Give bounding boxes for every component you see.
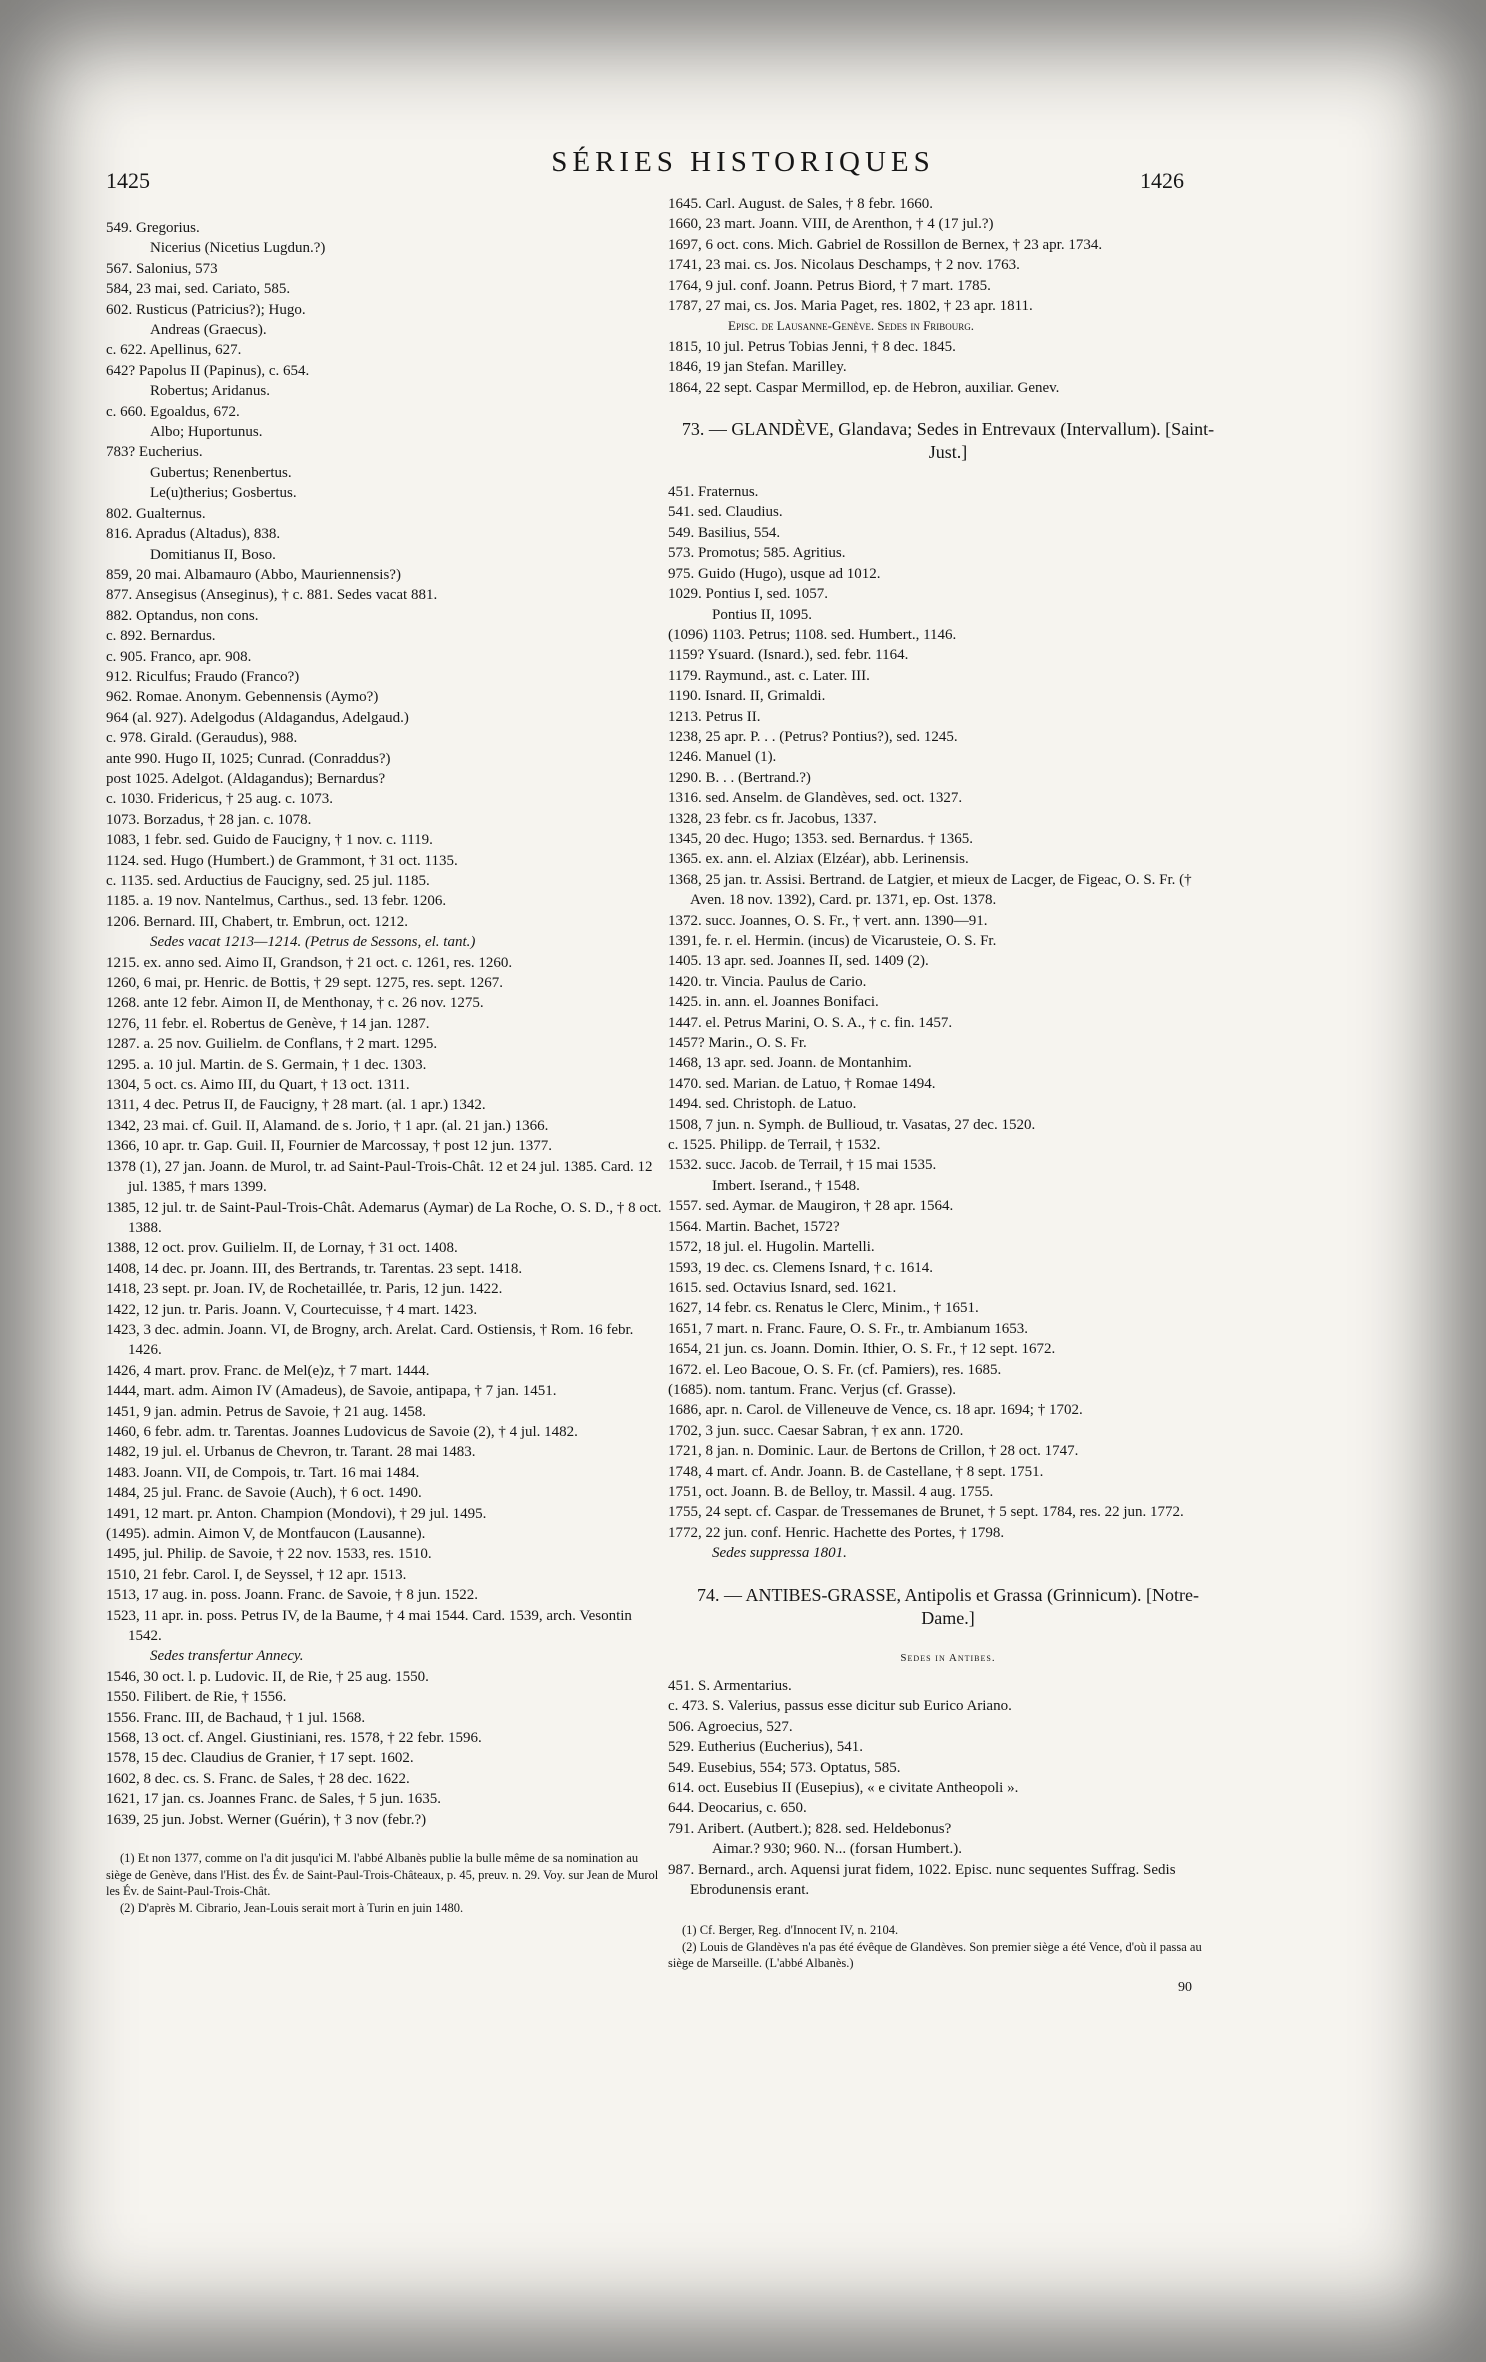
entry: 1290. B. . . (Bertrand.?)	[668, 769, 811, 786]
entry: 1523, 11 apr. in. poss. Petrus IV, de la Baume, † 4 mai 1544. Card. 1539, arch. Vesontin 1542.	[106, 1607, 632, 1645]
entry: 1483. Joann. VII, de Compois, tr. Tart. 16 mai 1484.	[106, 1464, 420, 1481]
entry: 1304, 5 oct. cs. Aimo III, du Quart, † 13 oct. 1311.	[106, 1077, 410, 1094]
entry: 975. Guido (Hugo), usque ad 1012.	[668, 565, 881, 582]
footnote: (1) Cf. Berger, Reg. d'Innocent IV, n. 2104.	[682, 1923, 899, 1938]
entry: 1513, 17 aug. in. poss. Joann. Franc. de Savoie, † 8 jun. 1522.	[106, 1587, 479, 1604]
entry: 602. Rusticus (Patricius?); Hugo.	[106, 301, 306, 318]
entry: 802. Gualternus.	[106, 505, 206, 522]
entry: 1426, 4 mart. prov. Franc. de Mel(e)z, † 7 mart. 1444.	[106, 1362, 430, 1379]
entry: 1316. sed. Anselm. de Glandèves, sed. oct. 1327.	[668, 790, 963, 807]
entry: 1755, 24 sept. cf. Caspar. de Tressemanes de Brunet, † 5 sept. 1784, res. 22 jun. 1772.	[668, 1504, 1184, 1521]
entry: 1482, 19 jul. el. Urbanus de Chevron, tr. Tarant. 28 mai 1483.	[106, 1444, 476, 1461]
entry: 1564. Martin. Bachet, 1572?	[668, 1218, 840, 1235]
footnotes-right	[668, 1922, 1228, 1972]
entry: 1494. sed. Christoph. de Latuo.	[668, 1096, 857, 1113]
entry: 1215. ex. anno sed. Aimo II, Grandson, † 21 oct. c. 1261, res. 1260.	[106, 954, 513, 971]
entry: (1685). nom. tantum. Franc. Verjus (cf. Grasse).	[668, 1381, 956, 1398]
entry: 783? Eucherius.	[106, 444, 203, 461]
footnote: (2) Louis de Glandèves n'a pas été évêque de Glandèves. Son premier siège a été Vence, d'où il passa au siège de Marseille. (L'abbé Albanès.)	[668, 1939, 1202, 1971]
entry: 1593, 19 dec. cs. Clemens Isnard, † c. 1614.	[668, 1259, 933, 1276]
entry: 1311, 4 dec. Petrus II, de Faucigny, † 28 mart. (al. 1 apr.) 1342.	[106, 1097, 486, 1114]
entry: 1190. Isnard. II, Grimaldi.	[668, 688, 826, 705]
entry: 1741, 23 mai. cs. Jos. Nicolaus Deschamps, † 2 nov. 1763.	[668, 257, 1020, 274]
entry: 1470. sed. Marian. de Latuo, † Romae 1494.	[668, 1075, 936, 1092]
entry: Imbert. Iserand., † 1548.	[712, 1177, 860, 1194]
entry-subheading: Episc. de Lausanne-Genève. Sedes in Fribourg.	[728, 318, 975, 334]
entry: 451. Fraternus.	[668, 484, 759, 501]
entry: 1418, 23 sept. pr. Joan. IV, de Rochetaillée, tr. Paris, 12 jun. 1422.	[106, 1281, 503, 1298]
section-heading-74: 74. — ANTIBES-GRASSE, Antipolis et Grassa (Grinnicum). [Notre-Dame.]	[697, 1584, 1199, 1628]
signature-mark: 90	[1178, 1979, 1192, 1995]
entry: 912. Riculfus; Fraudo (Franco?)	[106, 668, 300, 685]
entry: 549. Gregorius.	[106, 220, 200, 236]
entry: 1238, 25 apr. P. . . (Petrus? Pontius?), sed. 1245.	[668, 728, 958, 745]
entry: 1468, 13 apr. sed. Joann. de Montanhim.	[668, 1055, 912, 1072]
running-title: SÉRIES HISTORIQUES	[551, 146, 935, 178]
entry: ante 990. Hugo II, 1025; Cunrad. (Conraddus?)	[106, 750, 391, 767]
entry: 549. Basilius, 554.	[668, 524, 781, 541]
entry: 1408, 14 dec. pr. Joann. III, des Bertrands, tr. Tarentas. 23 sept. 1418.	[106, 1260, 523, 1277]
entry: c. 1135. sed. Arductius de Faucigny, sed. 25 jul. 1185.	[106, 873, 430, 889]
entry: 1444, mart. adm. Aimon IV (Amadeus), de Savoie, antipapa, † 7 jan. 1451.	[106, 1383, 557, 1400]
entry: 1457? Marin., O. S. Fr.	[668, 1035, 807, 1052]
entry: 1391, fe. r. el. Hermin. (incus) de Vicarusteie, O. S. Fr.	[668, 933, 997, 949]
entry-italic: Sedes suppressa 1801.	[712, 1545, 847, 1562]
entry: 541. sed. Claudius.	[668, 504, 783, 521]
entry: 1864, 22 sept. Caspar Mermillod, ep. de Hebron, auxiliar. Genev.	[668, 379, 1060, 396]
entry: 1422, 12 jun. tr. Paris. Joann. V, Courtecuisse, † 4 mart. 1423.	[106, 1301, 478, 1318]
entry: c. 905. Franco, apr. 908.	[106, 648, 252, 665]
entry: 1557. sed. Aymar. de Maugiron, † 28 apr. 1564.	[668, 1198, 954, 1215]
section-subheading: Sedes in Antibes.	[900, 1651, 996, 1664]
entry: 1556. Franc. III, de Bachaud, † 1 jul. 1568.	[106, 1709, 366, 1726]
entry: c. 978. Girald. (Geraudus), 988.	[106, 730, 298, 747]
entry: 1686, apr. n. Carol. de Villeneuve de Vence, cs. 18 apr. 1694; † 1702.	[668, 1402, 1083, 1419]
entry: 1405. 13 apr. sed. Joannes II, sed. 1409 (2).	[668, 953, 929, 970]
entry: c. 1525. Philipp. de Terrail, † 1532.	[668, 1137, 881, 1154]
entry: 1846, 19 jan Stefan. Marilley.	[668, 359, 847, 376]
entry: 1702, 3 jun. succ. Caesar Sabran, † ex ann. 1720.	[668, 1422, 964, 1439]
entry: Gubertus; Renenbertus.	[150, 464, 292, 481]
entry: 1484, 25 jul. Franc. de Savoie (Auch), † 6 oct. 1490.	[106, 1485, 422, 1502]
entry: 791. Aribert. (Autbert.); 828. sed. Heldebonus?	[668, 1820, 952, 1837]
entry: 1602, 8 dec. cs. S. Franc. de Sales, † 28 dec. 1622.	[106, 1770, 410, 1787]
entry: 1550. Filibert. de Rie, † 1556.	[106, 1689, 287, 1706]
entry: 1532. succ. Jacob. de Terrail, † 15 mai 1535.	[668, 1157, 937, 1174]
entry: 964 (al. 927). Adelgodus (Aldagandus, Adelgaud.)	[106, 709, 409, 726]
entry: 1451, 9 jan. admin. Petrus de Savoie, † 21 aug. 1458.	[106, 1403, 426, 1420]
entry: Robertus; Aridanus.	[150, 383, 270, 400]
entry: 1697, 6 oct. cons. Mich. Gabriel de Rossillon de Bernex, † 23 apr. 1734.	[668, 236, 1103, 253]
entry: 1425. in. ann. el. Joannes Bonifaci.	[668, 994, 879, 1011]
entry: Domitianus II, Boso.	[150, 546, 276, 563]
entry: 506. Agroecius, 527.	[668, 1718, 793, 1735]
entry: 644. Deocarius, c. 650.	[668, 1800, 807, 1817]
entry: 1491, 12 mart. pr. Anton. Champion (Mondovi), † 29 jul. 1495.	[106, 1505, 487, 1522]
entry: 529. Eutherius (Eucherius), 541.	[668, 1739, 863, 1756]
entry: (1495). admin. Aimon V, de Montfaucon (Lausanne).	[106, 1526, 426, 1542]
entry: 1073. Borzadus, † 28 jan. c. 1078.	[106, 811, 312, 828]
entry: 1287. a. 25 nov. Guilielm. de Conflans, † 2 mart. 1295.	[106, 1036, 438, 1053]
entry: 1388, 12 oct. prov. Guilielm. II, de Lornay, † 31 oct. 1408.	[106, 1240, 458, 1257]
entry: 1495, jul. Philip. de Savoie, † 22 nov. 1533, res. 1510.	[106, 1546, 432, 1563]
footnotes-left	[106, 1850, 666, 1916]
entry-italic: Sedes transfertur Annecy.	[150, 1648, 304, 1665]
entry: 1179. Raymund., ast. c. Later. III.	[668, 667, 870, 684]
right-column	[668, 194, 1228, 1998]
entry: 573. Promotus; 585. Agritius.	[668, 545, 846, 562]
entry: 1508, 7 jun. n. Symph. de Bullioud, tr. Vasatas, 27 dec. 1520.	[668, 1116, 1036, 1133]
entry: 1423, 3 dec. admin. Joann. VI, de Brogny, arch. Arelat. Card. Ostiensis, † Rom. 16 febr. 1426.	[106, 1321, 634, 1359]
left-column	[106, 218, 666, 1916]
entry: 1639, 25 jun. Jobst. Werner (Guérin), † 3 nov (febr.?)	[106, 1811, 427, 1828]
entry: Aimar.? 930; 960. N... (forsan Humbert.).	[712, 1841, 962, 1858]
entry: Andreas (Graecus).	[150, 322, 267, 339]
entry: 567. Salonius, 573	[106, 260, 218, 277]
entry: 1372. succ. Joannes, O. S. Fr., † vert. ann. 1390—91.	[668, 912, 988, 929]
entry: Nicerius (Nicetius Lugdun.?)	[150, 240, 326, 257]
entry: 1124. sed. Hugo (Humbert.) de Grammont, † 31 oct. 1135.	[106, 852, 458, 869]
entry: 1295. a. 10 jul. Martin. de S. Germain, † 1 dec. 1303.	[106, 1056, 427, 1073]
entry: 1645. Carl. August. de Sales, † 8 febr. 1660.	[668, 196, 933, 212]
section-heading-73: 73. — GLANDÈVE, Glandava; Sedes in Entrevaux (Intervallum). [Saint-Just.]	[681, 419, 1215, 463]
entry: 584, 23 mai, sed. Cariato, 585.	[106, 281, 291, 298]
entry: 816. Apradus (Altadus), 838.	[106, 526, 281, 543]
entry: 1328, 23 febr. cs fr. Jacobus, 1337.	[668, 810, 877, 827]
entry: 1185. a. 19 nov. Nantelmus, Carthus., sed. 13 febr. 1206.	[106, 893, 447, 910]
entry: 1246. Manuel (1).	[668, 749, 777, 766]
entry: 1815, 10 jul. Petrus Tobias Jenni, † 8 dec. 1845.	[668, 338, 956, 355]
page-number-left: 1425	[106, 168, 150, 193]
entry: 1721, 8 jan. n. Dominic. Laur. de Bertons de Crillon, † 28 oct. 1747.	[668, 1443, 1079, 1460]
entry: c. 1030. Fridericus, † 25 aug. c. 1073.	[106, 791, 334, 808]
entry: 1660, 23 mart. Joann. VIII, de Arenthon, † 4 (17 jul.?)	[668, 216, 994, 233]
entry: Albo; Huportunus.	[150, 424, 263, 441]
entry: 1365. ex. ann. el. Alziax (Elzéar), abb. Lerinensis.	[668, 851, 969, 868]
entry: 1568, 13 oct. cf. Angel. Giustiniani, res. 1578, † 22 febr. 1596.	[106, 1730, 482, 1747]
entry: 1751, oct. Joann. B. de Belloy, tr. Massil. 4 aug. 1755.	[668, 1483, 994, 1500]
entry: 1276, 11 febr. el. Robertus de Genève, † 14 jan. 1287.	[106, 1015, 430, 1032]
entry: 549. Eusebius, 554; 573. Optatus, 585.	[668, 1759, 901, 1776]
entry: 1460, 6 febr. adm. tr. Tarentas. Joannes Ludovicus de Savoie (2), † 4 jul. 1482.	[106, 1423, 578, 1440]
entry: c. 473. S. Valerius, passus esse dicitur sub Eurico Ariano.	[668, 1698, 1012, 1715]
entry: 1772, 22 jun. conf. Henric. Hachette des Portes, † 1798.	[668, 1524, 1005, 1541]
entry: 859, 20 mai. Albamauro (Abbo, Mauriennensis?)	[106, 566, 401, 583]
entry: 1083, 1 febr. sed. Guido de Faucigny, † 1 nov. c. 1119.	[106, 832, 433, 849]
entry: 1572, 18 jul. el. Hugolin. Martelli.	[668, 1239, 875, 1256]
entry: 1366, 10 apr. tr. Gap. Guil. II, Fournier de Marcossay, † post 12 jun. 1377.	[106, 1138, 553, 1155]
entry: c. 892. Bernardus.	[106, 628, 216, 645]
entry: Le(u)therius; Gosbertus.	[150, 485, 297, 502]
entry: 1672. el. Leo Bacoue, O. S. Fr. (cf. Pamiers), res. 1685.	[668, 1361, 1002, 1378]
entry: 1260, 6 mai, pr. Henric. de Bottis, † 29 sept. 1275, res. sept. 1267.	[106, 975, 504, 992]
entry: 962. Romae. Anonym. Gebennensis (Aymo?)	[106, 689, 379, 706]
entry: 1378 (1), 27 jan. Joann. de Murol, tr. ad Saint-Paul-Trois-Chât. 12 et 24 jul. 1385. Card. 12 jul. 1385, † mars 1399.	[106, 1158, 653, 1196]
entry: 1213. Petrus II.	[668, 708, 761, 725]
entry: 1447. el. Petrus Marini, O. S. A., † c. fin. 1457.	[668, 1014, 953, 1031]
entry: 1510, 21 febr. Carol. I, de Seyssel, † 12 apr. 1513.	[106, 1566, 407, 1583]
entry: 1206. Bernard. III, Chabert, tr. Embrun, oct. 1212.	[106, 913, 409, 930]
entry: 1748, 4 mart. cf. Andr. Joann. B. de Castellane, † 8 sept. 1751.	[668, 1463, 1044, 1480]
entry: 1385, 12 jul. tr. de Saint-Paul-Trois-Chât. Ademarus (Aymar) de La Roche, O. S. D., † 8 oct. 1388.	[106, 1199, 662, 1236]
entry: 1029. Pontius I, sed. 1057.	[668, 586, 829, 603]
entry: 1268. ante 12 febr. Aimon II, de Menthonay, † c. 26 nov. 1275.	[106, 995, 484, 1012]
entry: 1420. tr. Vincia. Paulus de Cario.	[668, 973, 867, 990]
entry: 1345, 20 dec. Hugo; 1353. sed. Bernardus. † 1365.	[668, 830, 973, 847]
entry: 1627, 14 febr. cs. Renatus le Clerc, Minim., † 1651.	[668, 1300, 979, 1317]
footnote: (1) Et non 1377, comme on l'a dit jusqu'ici M. l'abbé Albanès publie la bulle même de sa nomination au siège de Genève, dans l'Hist. des Év. de Saint-Paul-Trois-Châteaux, p. 45, preuv. n. 29. Voy. sur Jean de Murol les Év. de Saint-Paul-Trois-Chât.	[106, 1851, 659, 1899]
entry: 1578, 15 dec. Claudius de Granier, † 17 sept. 1602.	[106, 1750, 414, 1767]
entry: 642? Papolus II (Papinus), c. 654.	[106, 362, 310, 379]
footnote: (2) D'après M. Cibrario, Jean-Louis serait mort à Turin en juin 1480.	[120, 1900, 464, 1915]
entry: 1787, 27 mai, cs. Jos. Maria Paget, res. 1802, † 23 apr. 1811.	[668, 298, 1033, 315]
entry: 1615. sed. Octavius Isnard, sed. 1621.	[668, 1279, 897, 1296]
entry: (1096) 1103. Petrus; 1108. sed. Humbert., 1146.	[668, 626, 957, 643]
entry: 1368, 25 jan. tr. Assisi. Bertrand. de Latgier, et mieux de Lacger, de Figeac, O. S. Fr. († Aven. 18 nov. 1392), Card. pr. 1371, ep. Ost. 1378.	[668, 871, 1192, 909]
entry: 451. S. Armentarius.	[668, 1678, 792, 1694]
entry: 1654, 21 jun. cs. Joann. Domin. Ithier, O. S. Fr., † 12 sept. 1672.	[668, 1341, 1056, 1358]
entry: c. 622. Apellinus, 627.	[106, 342, 242, 359]
entry: post 1025. Adelgot. (Aldagandus); Bernardus?	[106, 770, 386, 787]
entry: 614. oct. Eusebius II (Eusepius), « e civitate Antheopoli ».	[668, 1780, 1019, 1797]
entry: 1342, 23 mai. cf. Guil. II, Alamand. de s. Jorio, † 1 apr. (al. 21 jan.) 1366.	[106, 1117, 549, 1134]
entry: 1621, 17 jan. cs. Joannes Franc. de Sales, † 5 jun. 1635.	[106, 1791, 441, 1808]
entry: 1651, 7 mart. n. Franc. Faure, O. S. Fr., tr. Ambianum 1653.	[668, 1320, 1028, 1337]
page-number-right: 1426	[1140, 168, 1184, 193]
entry-italic: Sedes vacat 1213—1214. (Petrus de Sessons, el. tant.)	[150, 934, 476, 951]
entry: 1159? Ysuard. (Isnard.), sed. febr. 1164.	[668, 647, 909, 664]
entry: c. 660. Egoaldus, 672.	[106, 403, 240, 420]
entry: 877. Ansegisus (Anseginus), † c. 881. Sedes vacat 881.	[106, 587, 438, 604]
entry: 1546, 30 oct. l. p. Ludovic. II, de Rie, † 25 aug. 1550.	[106, 1668, 429, 1685]
entry: Pontius II, 1095.	[712, 606, 813, 623]
entry: 882. Optandus, non cons.	[106, 607, 259, 624]
entry: 1764, 9 jul. conf. Joann. Petrus Biord, † 7 mart. 1785.	[668, 277, 991, 294]
entry: 987. Bernard., arch. Aquensi jurat fidem, 1022. Episc. nunc sequentes Suffrag. Sedis Ebrodunensis erant.	[668, 1861, 1176, 1899]
